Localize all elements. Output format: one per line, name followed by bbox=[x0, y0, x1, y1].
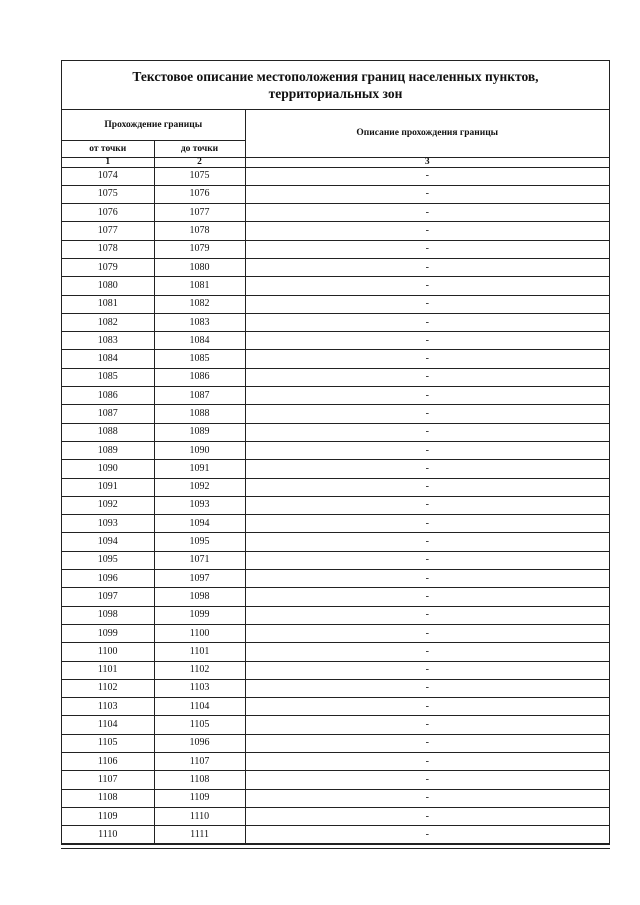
cell-description: - bbox=[245, 185, 609, 203]
cell-description: - bbox=[245, 698, 609, 716]
table-row bbox=[62, 698, 609, 716]
cell-from-point: 1104 bbox=[62, 716, 154, 734]
cell-description: - bbox=[245, 277, 609, 295]
boundary-table bbox=[62, 110, 609, 844]
table-row bbox=[62, 826, 609, 844]
cell-description: - bbox=[245, 533, 609, 551]
cell-from-point: 1091 bbox=[62, 478, 154, 496]
table-row bbox=[62, 368, 609, 386]
cell-from-point: 1107 bbox=[62, 771, 154, 789]
cell-to-point: 1102 bbox=[154, 661, 245, 679]
cell-description: - bbox=[245, 661, 609, 679]
table-row bbox=[62, 588, 609, 606]
table-row bbox=[62, 807, 609, 825]
cell-description: - bbox=[245, 716, 609, 734]
cell-from-point: 1101 bbox=[62, 661, 154, 679]
cell-from-point: 1110 bbox=[62, 826, 154, 844]
table-row bbox=[62, 167, 609, 185]
cell-to-point: 1079 bbox=[154, 240, 245, 258]
cell-description: - bbox=[245, 496, 609, 514]
cell-from-point: 1081 bbox=[62, 295, 154, 313]
cell-from-point: 1106 bbox=[62, 753, 154, 771]
cell-to-point: 1088 bbox=[154, 405, 245, 423]
table-row bbox=[62, 240, 609, 258]
cell-from-point: 1086 bbox=[62, 387, 154, 405]
cell-to-point: 1071 bbox=[154, 551, 245, 569]
cell-from-point: 1097 bbox=[62, 588, 154, 606]
table-row bbox=[62, 277, 609, 295]
cell-from-point: 1083 bbox=[62, 332, 154, 350]
cell-from-point: 1088 bbox=[62, 423, 154, 441]
header-col-number-2: 2 bbox=[154, 157, 245, 167]
cell-from-point: 1087 bbox=[62, 405, 154, 423]
cell-to-point: 1100 bbox=[154, 624, 245, 642]
table-row bbox=[62, 313, 609, 331]
cell-to-point: 1105 bbox=[154, 716, 245, 734]
header-from-point: от точки bbox=[62, 140, 154, 157]
cell-from-point: 1085 bbox=[62, 368, 154, 386]
cell-from-point: 1098 bbox=[62, 606, 154, 624]
cell-from-point: 1103 bbox=[62, 698, 154, 716]
cell-description: - bbox=[245, 753, 609, 771]
cell-to-point: 1076 bbox=[154, 185, 245, 203]
cell-description: - bbox=[245, 313, 609, 331]
table-row bbox=[62, 789, 609, 807]
table-row bbox=[62, 185, 609, 203]
document-sheet bbox=[61, 60, 610, 849]
cell-to-point: 1104 bbox=[154, 698, 245, 716]
cell-description: - bbox=[245, 204, 609, 222]
cell-description: - bbox=[245, 405, 609, 423]
cell-to-point: 1111 bbox=[154, 826, 245, 844]
table-row bbox=[62, 515, 609, 533]
cell-from-point: 1100 bbox=[62, 643, 154, 661]
table-row bbox=[62, 405, 609, 423]
cell-from-point: 1075 bbox=[62, 185, 154, 203]
cell-from-point: 1093 bbox=[62, 515, 154, 533]
cell-description: - bbox=[245, 570, 609, 588]
cell-to-point: 1090 bbox=[154, 441, 245, 459]
cell-description: - bbox=[245, 515, 609, 533]
cell-to-point: 1081 bbox=[154, 277, 245, 295]
cell-description: - bbox=[245, 606, 609, 624]
table-body bbox=[62, 167, 609, 844]
cell-description: - bbox=[245, 588, 609, 606]
table-row bbox=[62, 533, 609, 551]
table-row bbox=[62, 679, 609, 697]
cell-description: - bbox=[245, 387, 609, 405]
cell-to-point: 1098 bbox=[154, 588, 245, 606]
cell-description: - bbox=[245, 789, 609, 807]
cell-to-point: 1097 bbox=[154, 570, 245, 588]
cell-description: - bbox=[245, 222, 609, 240]
table-row bbox=[62, 771, 609, 789]
table-row bbox=[62, 478, 609, 496]
header-description: Описание прохождения границы bbox=[245, 110, 609, 157]
cell-description: - bbox=[245, 460, 609, 478]
cell-to-point: 1109 bbox=[154, 789, 245, 807]
table-row bbox=[62, 222, 609, 240]
cell-to-point: 1091 bbox=[154, 460, 245, 478]
table-row bbox=[62, 258, 609, 276]
table-row bbox=[62, 350, 609, 368]
cell-description: - bbox=[245, 478, 609, 496]
cell-to-point: 1089 bbox=[154, 423, 245, 441]
cell-from-point: 1078 bbox=[62, 240, 154, 258]
cell-description: - bbox=[245, 807, 609, 825]
cell-to-point: 1092 bbox=[154, 478, 245, 496]
header-col-number-1: 1 bbox=[62, 157, 154, 167]
cell-from-point: 1108 bbox=[62, 789, 154, 807]
cell-from-point: 1090 bbox=[62, 460, 154, 478]
cell-description: - bbox=[245, 771, 609, 789]
cell-description: - bbox=[245, 295, 609, 313]
cell-to-point: 1077 bbox=[154, 204, 245, 222]
cell-from-point: 1089 bbox=[62, 441, 154, 459]
cell-description: - bbox=[245, 240, 609, 258]
table-row bbox=[62, 570, 609, 588]
cell-description: - bbox=[245, 350, 609, 368]
cell-description: - bbox=[245, 332, 609, 350]
cell-from-point: 1099 bbox=[62, 624, 154, 642]
cell-to-point: 1086 bbox=[154, 368, 245, 386]
table-row bbox=[62, 606, 609, 624]
cell-to-point: 1096 bbox=[154, 734, 245, 752]
cell-from-point: 1095 bbox=[62, 551, 154, 569]
cell-from-point: 1094 bbox=[62, 533, 154, 551]
table-row bbox=[62, 734, 609, 752]
cell-from-point: 1096 bbox=[62, 570, 154, 588]
title-line-2: территориальных зон bbox=[268, 86, 403, 101]
cell-description: - bbox=[245, 258, 609, 276]
table-row bbox=[62, 643, 609, 661]
cell-description: - bbox=[245, 423, 609, 441]
cell-description: - bbox=[245, 441, 609, 459]
cell-to-point: 1103 bbox=[154, 679, 245, 697]
header-col-number-3: 3 bbox=[245, 157, 609, 167]
title-line-1: Текстовое описание местоположения границ населенных пунктов, bbox=[132, 69, 539, 84]
cell-from-point: 1084 bbox=[62, 350, 154, 368]
cell-from-point: 1109 bbox=[62, 807, 154, 825]
table-row bbox=[62, 460, 609, 478]
cell-from-point: 1076 bbox=[62, 204, 154, 222]
table-row bbox=[62, 332, 609, 350]
cell-from-point: 1105 bbox=[62, 734, 154, 752]
table-row bbox=[62, 441, 609, 459]
table-frame bbox=[61, 60, 610, 844]
header-to-point: до точки bbox=[154, 140, 245, 157]
cell-to-point: 1095 bbox=[154, 533, 245, 551]
cell-to-point: 1094 bbox=[154, 515, 245, 533]
cell-to-point: 1083 bbox=[154, 313, 245, 331]
header-boundary-passage: Прохождение границы bbox=[62, 110, 245, 140]
cell-description: - bbox=[245, 551, 609, 569]
cell-to-point: 1084 bbox=[154, 332, 245, 350]
cell-to-point: 1082 bbox=[154, 295, 245, 313]
cell-description: - bbox=[245, 734, 609, 752]
cell-from-point: 1092 bbox=[62, 496, 154, 514]
table-bottom-double-rule bbox=[61, 844, 610, 849]
cell-to-point: 1108 bbox=[154, 771, 245, 789]
table-row bbox=[62, 496, 609, 514]
document-title bbox=[62, 61, 609, 110]
table-row bbox=[62, 661, 609, 679]
cell-description: - bbox=[245, 826, 609, 844]
cell-to-point: 1093 bbox=[154, 496, 245, 514]
cell-to-point: 1080 bbox=[154, 258, 245, 276]
cell-description: - bbox=[245, 624, 609, 642]
table-row bbox=[62, 716, 609, 734]
cell-to-point: 1085 bbox=[154, 350, 245, 368]
cell-to-point: 1099 bbox=[154, 606, 245, 624]
cell-to-point: 1110 bbox=[154, 807, 245, 825]
cell-from-point: 1082 bbox=[62, 313, 154, 331]
table-row bbox=[62, 753, 609, 771]
cell-to-point: 1075 bbox=[154, 167, 245, 185]
cell-to-point: 1078 bbox=[154, 222, 245, 240]
cell-description: - bbox=[245, 679, 609, 697]
cell-from-point: 1102 bbox=[62, 679, 154, 697]
cell-from-point: 1080 bbox=[62, 277, 154, 295]
table-row bbox=[62, 387, 609, 405]
cell-to-point: 1101 bbox=[154, 643, 245, 661]
cell-description: - bbox=[245, 167, 609, 185]
cell-description: - bbox=[245, 643, 609, 661]
table-row bbox=[62, 551, 609, 569]
table-row bbox=[62, 423, 609, 441]
table-row bbox=[62, 204, 609, 222]
cell-from-point: 1077 bbox=[62, 222, 154, 240]
cell-to-point: 1087 bbox=[154, 387, 245, 405]
table-row bbox=[62, 295, 609, 313]
cell-to-point: 1107 bbox=[154, 753, 245, 771]
cell-description: - bbox=[245, 368, 609, 386]
cell-from-point: 1079 bbox=[62, 258, 154, 276]
cell-from-point: 1074 bbox=[62, 167, 154, 185]
table-row bbox=[62, 624, 609, 642]
